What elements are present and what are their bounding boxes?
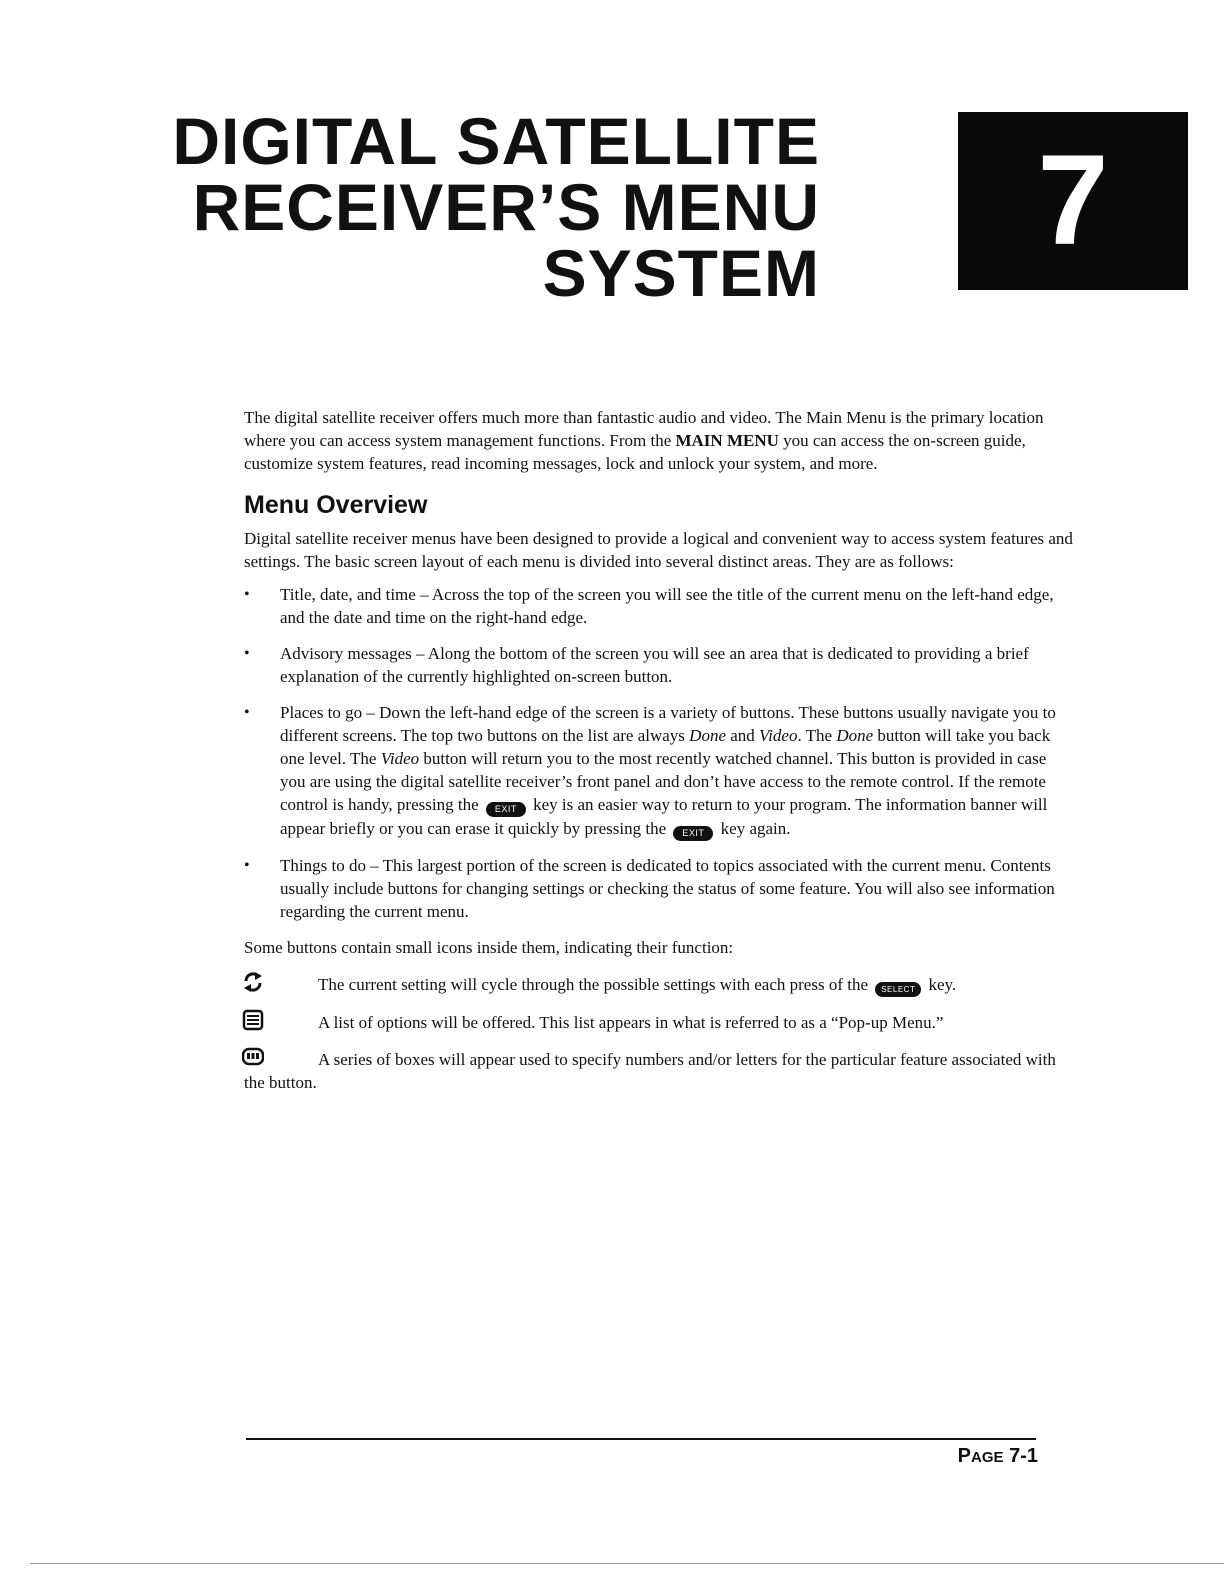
emphasis-video: Video <box>380 749 420 768</box>
icon-row-entry <box>244 1048 1074 1094</box>
icon-description: A list of options will be offered. This list appears in what is referred to as a “Pop-up Menu.” <box>318 1013 944 1032</box>
emphasis-done: Done <box>836 726 874 745</box>
exit-key-icon: EXIT <box>673 826 713 841</box>
chapter-title-line-3: SYSTEM <box>542 236 820 310</box>
icon-row-cycle <box>244 973 1074 997</box>
number-entry-icon <box>242 1046 264 1068</box>
list-item-text: button will return you to the most recently watched channel. This button is provided in case you are using the digital satellite receiver’s front panel and don’t have access to the remote control. If the remote control is handy, pressing the <box>280 749 1047 814</box>
chapter-title <box>120 104 820 310</box>
list-item-places <box>244 701 1074 841</box>
page-number-value: 7-1 <box>1003 1445 1038 1467</box>
list-item-text: and <box>726 726 760 745</box>
section-paragraph: Digital satellite receiver menus have been designed to provide a logical and convenient way to access system features and settings. The basic screen layout of each menu is divided into several distinct areas. They are as follows: <box>244 529 1073 571</box>
list-item-things <box>244 854 1074 923</box>
footer-divider <box>246 1438 1036 1440</box>
chapter-number-box <box>958 112 1188 290</box>
intro-paragraph <box>244 406 1074 475</box>
emphasis-video: Video <box>759 726 798 745</box>
icon-description <box>244 973 1074 997</box>
cycle-text-1: The current setting will cycle through the possible settings with each press of the <box>318 975 873 994</box>
list-item-text: key again. <box>716 819 791 838</box>
list-icon <box>242 1009 264 1031</box>
icon-description: A series of boxes will appear used to specify numbers and/or letters for the particular feature associated with the button. <box>244 1050 1056 1092</box>
cycle-arrows-icon <box>242 971 264 993</box>
list-item-text: . The <box>797 726 837 745</box>
intro-text-2: you can access the on-screen guide, customize system features, read incoming messages, lock and unlock your system, and more. <box>244 431 1026 473</box>
menu-areas-list <box>244 583 1074 923</box>
intro-text-1: The digital satellite receiver offers much more than fantastic audio and video. The Main Menu is the primary location where you can access system management functions. From the <box>244 408 1044 450</box>
list-item-text: button will take you back one level. The <box>280 726 1051 768</box>
chapter-number: 7 <box>1037 129 1109 272</box>
chapter-title-line-1: DIGITAL SATELLITE <box>172 104 820 178</box>
page-label-rest: AGE <box>971 1449 1004 1466</box>
list-item-text: Places to go – Down the left-hand edge of the screen is a variety of buttons. These buttons usually navigate you to different screens. The top two buttons on the list are always <box>280 703 1056 745</box>
chapter-title-line-2: RECEIVER’S MENU <box>192 170 820 244</box>
list-item-text: key is an easier way to return to your program. The information banner will appear briefly or you can erase it quickly by pressing the <box>280 795 1048 838</box>
list-item-text: Title, date, and time – Across the top of the screen you will see the title of the current menu on the left-hand edge, and the date and time on the right-hand edge. <box>280 585 1054 627</box>
cycle-text-2: key. <box>924 975 957 994</box>
scan-edge-line <box>30 1563 1224 1564</box>
list-item-text: Things to do – This largest portion of the screen is dedicated to topics associated with the current menu. Contents usually include buttons for changing settings or checking the status of some feature. You will also see information regarding the current menu. <box>280 856 1055 921</box>
section-heading: Menu Overview <box>244 491 428 519</box>
intro-bold-main-menu: MAIN MENU <box>675 431 779 450</box>
emphasis-done: Done <box>689 726 726 745</box>
icon-row-list <box>244 1011 1074 1034</box>
list-item-title-date <box>244 583 1074 629</box>
list-item-text: Advisory messages – Along the bottom of the screen you will see an area that is dedicated to providing a brief explanation of the currently highlighted on-screen button. <box>280 644 1029 686</box>
select-key-icon: SELECT <box>875 982 921 997</box>
page-number <box>920 1442 1038 1472</box>
page-content <box>244 406 1074 1094</box>
icons-intro: Some buttons contain small icons inside them, indicating their function: <box>244 938 734 957</box>
exit-key-icon: EXIT <box>486 802 526 817</box>
list-item-advisory <box>244 642 1074 688</box>
page-label-initial: P <box>957 1445 972 1467</box>
